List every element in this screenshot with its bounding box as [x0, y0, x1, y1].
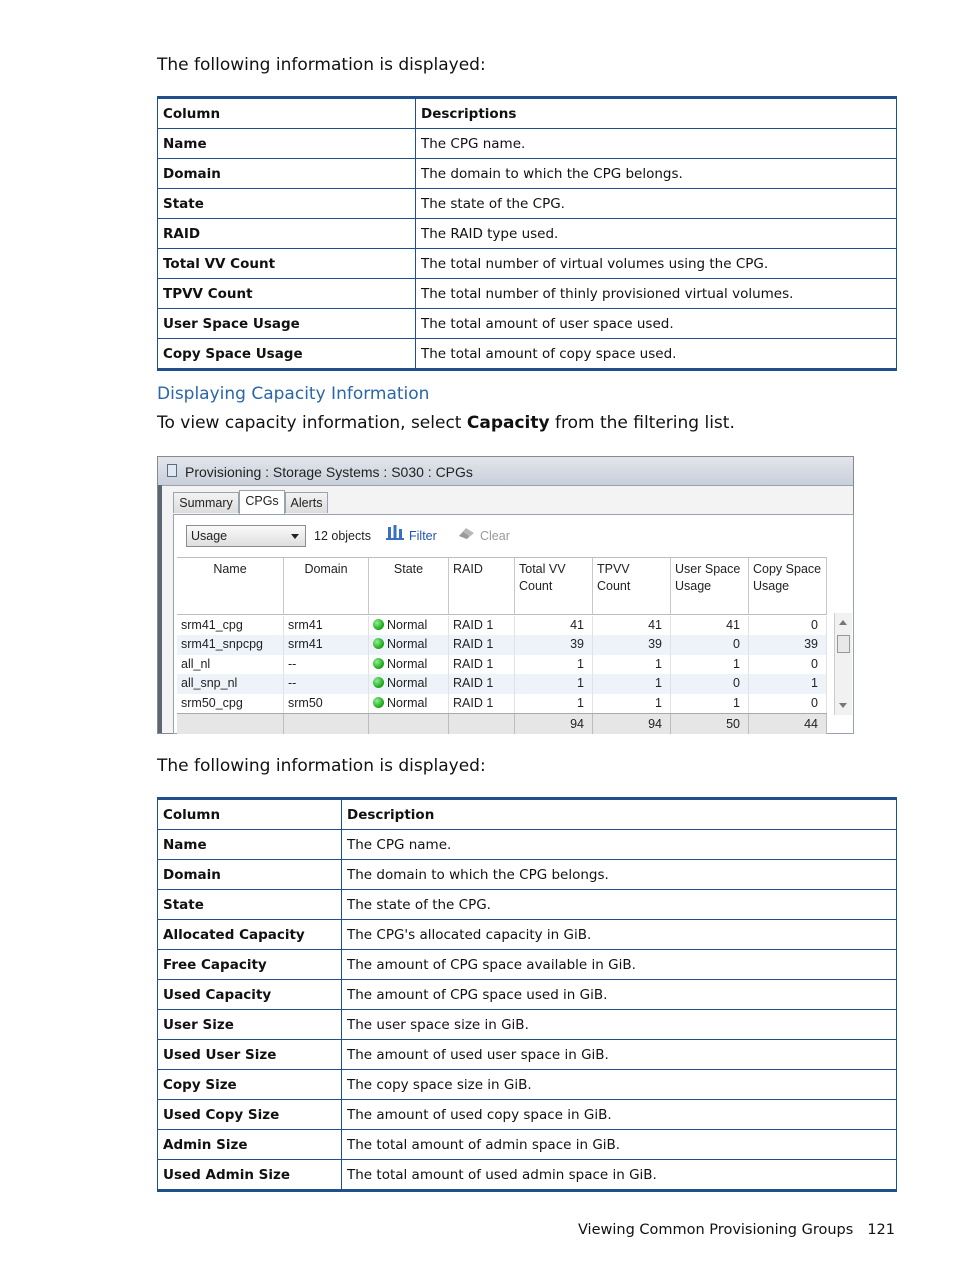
- table-row: [158, 1010, 897, 1040]
- column-name-cell: RAID: [158, 219, 416, 249]
- grid-cell-text: RAID 1: [453, 637, 494, 652]
- grid-total-cell: [284, 714, 369, 734]
- grid-cell-text: 39: [570, 637, 584, 652]
- description-cell: The total amount of used admin space in GiB.: [342, 1160, 897, 1191]
- table-row: [158, 279, 897, 309]
- grid-cell-text: Normal: [387, 618, 428, 632]
- grid-total-cell: 94: [515, 714, 593, 734]
- columns-table-capacity: [157, 797, 897, 1192]
- grid-cell: [749, 694, 827, 713]
- grid-cell-text: 1: [577, 656, 584, 671]
- grid-column-header[interactable]: Total VV Count: [515, 558, 593, 614]
- column-name-cell: State: [158, 890, 342, 920]
- column-name-cell: Used Admin Size: [158, 1160, 342, 1191]
- grid-cell: [515, 635, 593, 654]
- table-row: [158, 309, 897, 339]
- table-row: [158, 249, 897, 279]
- grid-cell-text: 1: [811, 676, 818, 691]
- grid-cell-text: srm50_cpg: [181, 695, 243, 710]
- grid-cell: [593, 635, 671, 654]
- table-row: [158, 830, 897, 860]
- grid-cell: [671, 635, 749, 654]
- column-name-cell: Copy Space Usage: [158, 339, 416, 370]
- grid-cell: [515, 674, 593, 693]
- grid-cell: [515, 694, 593, 713]
- grid-cell: [369, 635, 449, 654]
- grid-cell-text: 0: [733, 676, 740, 691]
- column-header: Column: [158, 799, 342, 830]
- grid-cell-text: Normal: [387, 656, 428, 671]
- scroll-up-icon[interactable]: [839, 620, 847, 625]
- grid-column-header[interactable]: Domain: [284, 558, 369, 614]
- description-cell: The CPG's allocated capacity in GiB.: [342, 920, 897, 950]
- grid-total-cell: [449, 714, 515, 734]
- description-cell: The CPG name.: [342, 830, 897, 860]
- table-row: [158, 1130, 897, 1160]
- grid-cell-text: srm50: [288, 695, 323, 710]
- description-cell: The total amount of copy space used.: [416, 339, 897, 370]
- grid-total-cell: 50: [671, 714, 749, 734]
- column-name-cell: Copy Size: [158, 1070, 342, 1100]
- description-header: Description: [342, 799, 897, 830]
- intro-text-2: The following information is displayed:: [157, 756, 486, 776]
- table-row: [158, 159, 897, 189]
- grid-total-cell: 94: [593, 714, 671, 734]
- filter-select[interactable]: [186, 525, 306, 547]
- description-cell: The total amount of user space used.: [416, 309, 897, 339]
- grid-column-header[interactable]: RAID: [449, 558, 515, 614]
- table-row: [158, 339, 897, 370]
- column-name-cell: TPVV Count: [158, 279, 416, 309]
- left-border: [158, 485, 162, 733]
- grid-cell-text: 1: [577, 695, 584, 710]
- grid-column-header[interactable]: TPVV Count: [593, 558, 671, 614]
- description-cell: The amount of CPG space available in GiB.: [342, 950, 897, 980]
- grid-cell-text: 1: [577, 676, 584, 691]
- vertical-scrollbar[interactable]: [834, 613, 852, 715]
- grid-cell: [369, 694, 449, 713]
- column-name-cell: Allocated Capacity: [158, 920, 342, 950]
- status-ok-icon: [373, 619, 384, 630]
- grid-cell-text: --: [288, 676, 297, 691]
- grid-cell: [671, 674, 749, 693]
- grid-cell: [284, 674, 369, 693]
- scroll-thumb[interactable]: [837, 635, 850, 653]
- status-ok-icon: [373, 677, 384, 688]
- grid-cell: [593, 694, 671, 713]
- column-name-cell: Admin Size: [158, 1130, 342, 1160]
- grid-cell-text: 1: [733, 656, 740, 671]
- filter-select-value: Usage: [191, 529, 228, 543]
- column-name-cell: Free Capacity: [158, 950, 342, 980]
- grid-total-cell: [369, 714, 449, 734]
- grid-cell-text: srm41: [288, 637, 323, 652]
- instruction-text-before: To view capacity information, select: [157, 413, 467, 433]
- grid-cell: [177, 655, 284, 674]
- grid-row[interactable]: [177, 674, 827, 693]
- grid-cell: [749, 655, 827, 674]
- grid-cell: [593, 674, 671, 693]
- grid-cell-text: 1: [655, 695, 662, 710]
- columns-table-usage: [157, 96, 897, 371]
- description-cell: The RAID type used.: [416, 219, 897, 249]
- intro-text-1: The following information is displayed:: [157, 55, 486, 75]
- description-cell: The domain to which the CPG belongs.: [342, 860, 897, 890]
- section-heading: Displaying Capacity Information: [157, 384, 430, 404]
- column-name-cell: State: [158, 189, 416, 219]
- grid-cell-text: srm41_snpcpg: [181, 637, 263, 652]
- grid-row[interactable]: [177, 635, 827, 654]
- grid-cell-text: Normal: [387, 637, 428, 652]
- filter-button[interactable]: Filter: [409, 529, 437, 543]
- description-cell: The CPG name.: [416, 129, 897, 159]
- grid-cell-text: srm41: [288, 618, 323, 632]
- grid-cell-text: all_nl: [181, 656, 211, 671]
- chevron-down-icon: [291, 534, 299, 539]
- description-cell: The user space size in GiB.: [342, 1010, 897, 1040]
- window-title: Provisioning : Storage Systems : S030 : CPGs: [185, 464, 473, 480]
- grid-cell-text: RAID 1: [453, 676, 494, 691]
- grid-cell: [593, 655, 671, 674]
- grid-cell: [369, 655, 449, 674]
- grid-cell: [369, 616, 449, 635]
- grid-cell: [177, 674, 284, 693]
- grid-cell: [284, 655, 369, 674]
- cpg-screenshot: [157, 456, 854, 734]
- grid-cell: [177, 694, 284, 713]
- object-count: 12 objects: [314, 529, 371, 543]
- grid-row[interactable]: [177, 655, 827, 674]
- grid-cell: [671, 655, 749, 674]
- grid-cell: [449, 655, 515, 674]
- grid-cell: [749, 635, 827, 654]
- table-header-row: [158, 799, 897, 830]
- cpg-grid: [177, 557, 852, 733]
- grid-cell-text: srm41_cpg: [181, 618, 243, 632]
- page-number: 121: [867, 1222, 895, 1238]
- table-row: [158, 1100, 897, 1130]
- table-row: [158, 890, 897, 920]
- grid-cell: [671, 616, 749, 635]
- instruction-bold-term: Capacity: [466, 413, 550, 433]
- column-name-cell: User Size: [158, 1010, 342, 1040]
- grid-cell-text: 41: [726, 618, 740, 632]
- page-footer: [578, 1222, 895, 1238]
- table-header-row: [158, 98, 897, 129]
- column-name-cell: Name: [158, 129, 416, 159]
- provisioning-icon: [167, 464, 177, 477]
- grid-row[interactable]: [177, 694, 827, 713]
- grid-cell-text: 0: [811, 656, 818, 671]
- table-row: [158, 1160, 897, 1191]
- grid-cell-text: 0: [811, 695, 818, 710]
- column-name-cell: Domain: [158, 159, 416, 189]
- status-ok-icon: [373, 697, 384, 708]
- tab-summary[interactable]: Summary: [173, 492, 239, 513]
- table-row: [158, 860, 897, 890]
- grid-cell: [515, 655, 593, 674]
- grid-cell-text: --: [288, 656, 297, 671]
- grid-cell-text: Normal: [387, 676, 428, 691]
- grid-cell-text: 41: [648, 618, 662, 632]
- column-name-cell: User Space Usage: [158, 309, 416, 339]
- grid-cell: [449, 635, 515, 654]
- description-cell: The amount of CPG space used in GiB.: [342, 980, 897, 1010]
- table-row: [158, 1040, 897, 1070]
- column-name-cell: Domain: [158, 860, 342, 890]
- column-name-cell: Total VV Count: [158, 249, 416, 279]
- table-row: [158, 980, 897, 1010]
- description-cell: The total number of thinly provisioned virtual volumes.: [416, 279, 897, 309]
- grid-cell: [671, 694, 749, 713]
- grid-cell: [284, 635, 369, 654]
- column-name-cell: Name: [158, 830, 342, 860]
- table-row: [158, 129, 897, 159]
- grid-cell: [284, 694, 369, 713]
- grid-total-cell: [177, 714, 284, 734]
- table-row: [158, 950, 897, 980]
- grid-row[interactable]: [177, 616, 827, 635]
- grid-cell: [177, 635, 284, 654]
- grid-cell: [369, 674, 449, 693]
- grid-column-header[interactable]: State: [369, 558, 449, 614]
- grid-cell-text: 0: [733, 637, 740, 652]
- description-cell: The state of the CPG.: [342, 890, 897, 920]
- footer-section: Viewing Common Provisioning Groups: [577, 1222, 854, 1238]
- tab-alerts[interactable]: Alerts: [285, 492, 328, 513]
- grid-cell: [749, 674, 827, 693]
- grid-column-header[interactable]: Copy Space Usage: [749, 558, 827, 614]
- grid-cell-text: 1: [655, 676, 662, 691]
- grid-cell-text: 0: [811, 618, 818, 632]
- column-name-cell: Used User Size: [158, 1040, 342, 1070]
- instruction-text-after: from the filtering list.: [549, 413, 735, 433]
- table-row: [158, 1070, 897, 1100]
- grid-column-header[interactable]: User Space Usage: [671, 558, 749, 614]
- clear-button[interactable]: Clear: [480, 529, 510, 543]
- table-row: [158, 920, 897, 950]
- grid-cell: [515, 616, 593, 635]
- grid-cell: [177, 616, 284, 635]
- grid-cell-text: RAID 1: [453, 618, 494, 632]
- table-row: [158, 219, 897, 249]
- grid-cell-text: all_snp_nl: [181, 676, 238, 691]
- description-header: Descriptions: [416, 98, 897, 129]
- description-cell: The state of the CPG.: [416, 189, 897, 219]
- grid-cell-text: 1: [733, 695, 740, 710]
- column-header: Column: [158, 98, 416, 129]
- grid-cell-text: 41: [570, 618, 584, 632]
- grid-cell: [449, 616, 515, 635]
- grid-cell: [449, 694, 515, 713]
- grid-cell: [284, 616, 369, 635]
- column-name-cell: Used Capacity: [158, 980, 342, 1010]
- status-ok-icon: [373, 658, 384, 669]
- grid-cell: [749, 616, 827, 635]
- description-cell: The copy space size in GiB.: [342, 1070, 897, 1100]
- grid-cell-text: 1: [655, 656, 662, 671]
- scroll-down-icon[interactable]: [839, 703, 847, 708]
- description-cell: The amount of used copy space in GiB.: [342, 1100, 897, 1130]
- eraser-icon[interactable]: [457, 526, 475, 540]
- grid-cell-text: 39: [804, 637, 818, 652]
- table-row: [158, 189, 897, 219]
- grid-header: [177, 557, 827, 615]
- status-ok-icon: [373, 638, 384, 649]
- grid-cell-text: RAID 1: [453, 656, 494, 671]
- description-cell: The domain to which the CPG belongs.: [416, 159, 897, 189]
- description-cell: The total number of virtual volumes using the CPG.: [416, 249, 897, 279]
- window-titlebar: [158, 457, 853, 486]
- description-cell: The amount of used user space in GiB.: [342, 1040, 897, 1070]
- tab-content: [173, 514, 854, 734]
- grid-totals-row: [177, 713, 827, 734]
- column-name-cell: Used Copy Size: [158, 1100, 342, 1130]
- grid-total-cell: 44: [749, 714, 827, 734]
- filter-icon[interactable]: [386, 524, 404, 542]
- instruction-paragraph: [157, 413, 735, 433]
- grid-cell-text: 39: [648, 637, 662, 652]
- grid-cell-text: Normal: [387, 695, 428, 710]
- grid-cell-text: RAID 1: [453, 695, 494, 710]
- description-cell: The total amount of admin space in GiB.: [342, 1130, 897, 1160]
- tab-cpgs[interactable]: CPGs: [239, 490, 285, 515]
- grid-cell: [593, 616, 671, 635]
- grid-cell: [449, 674, 515, 693]
- grid-column-header[interactable]: Name: [177, 558, 284, 614]
